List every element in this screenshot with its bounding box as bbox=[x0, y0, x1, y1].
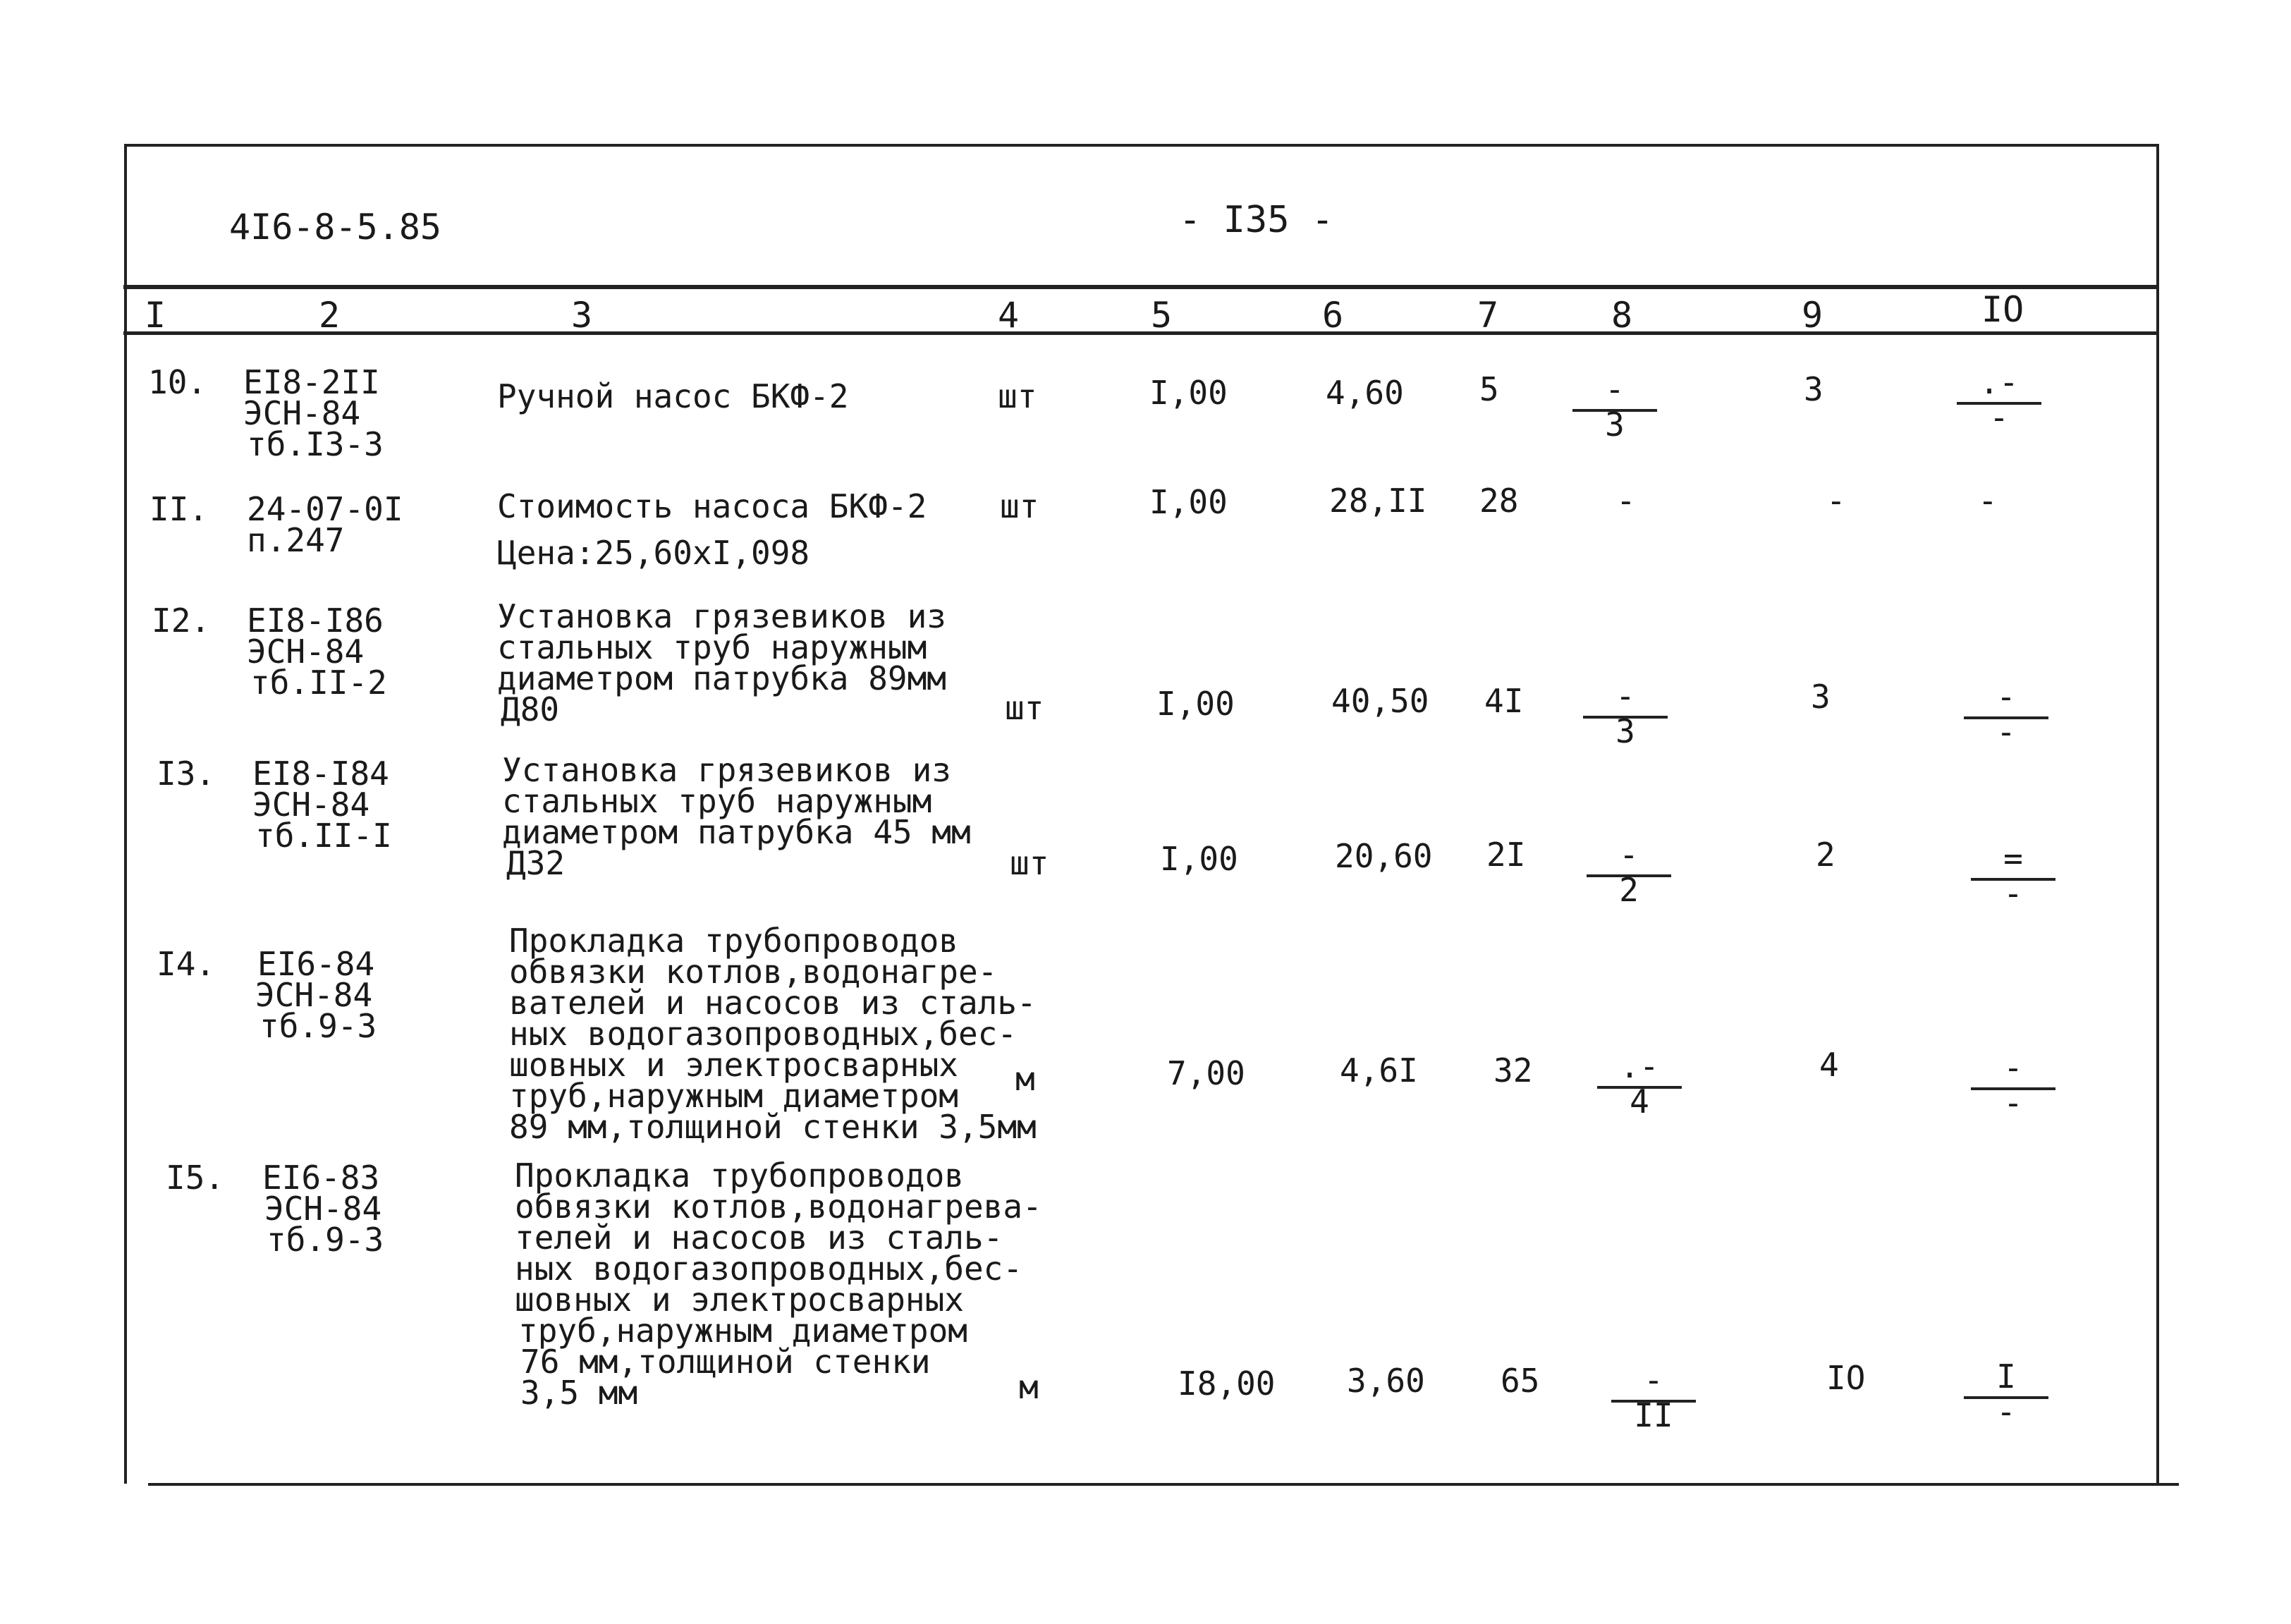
row-description: ных водогазопроводных,бес- bbox=[515, 1250, 1023, 1288]
row-description: обвязки котлов,водонагре- bbox=[509, 953, 998, 991]
left-border bbox=[124, 144, 127, 1484]
fraction-denominator: - bbox=[2003, 1084, 2023, 1122]
row-quantity: I,00 bbox=[1160, 840, 1238, 878]
row-description: Д80 bbox=[501, 690, 560, 728]
row-code-line: ЭСН-84 bbox=[252, 786, 370, 824]
row-description: стальных труб наружным bbox=[497, 628, 927, 666]
fraction-numerator: - bbox=[1605, 370, 1625, 408]
fraction-denominator: 3 bbox=[1615, 712, 1635, 750]
fraction-numerator: - bbox=[1996, 678, 2016, 716]
row-code-line: EI8-I84 bbox=[252, 755, 389, 793]
row-code-line: тб.9-3 bbox=[267, 1221, 384, 1259]
row-total: 2I bbox=[1486, 836, 1526, 874]
fraction-numerator: .- bbox=[1979, 363, 2019, 401]
row-col9: 4 bbox=[1819, 1046, 1839, 1084]
row-price: 4,60 bbox=[1326, 374, 1404, 412]
row-price: 3,60 bbox=[1347, 1362, 1425, 1400]
row-quantity: I8,00 bbox=[1178, 1364, 1276, 1403]
row-unit: м bbox=[1015, 1060, 1035, 1098]
row-code-line: 24-07-0I bbox=[247, 490, 403, 528]
column-header-7: 7 bbox=[1477, 295, 1499, 336]
row-code-line: тб.I3-3 bbox=[247, 425, 384, 463]
header-rule-lower bbox=[123, 331, 2158, 335]
row-code-line: EI8-I86 bbox=[247, 602, 384, 640]
row-col9: - bbox=[1826, 482, 1846, 520]
row-code-line: EI6-83 bbox=[262, 1159, 380, 1197]
fraction-numerator: - bbox=[1644, 1361, 1663, 1399]
fraction-denominator: - bbox=[1996, 1393, 2016, 1431]
col10-fraction bbox=[1964, 1357, 2048, 1439]
row-description: Д32 bbox=[506, 844, 566, 882]
row-price: 28,II bbox=[1329, 482, 1427, 520]
col10-fraction bbox=[1957, 363, 2041, 444]
document-code: 4I6-8-5.85 bbox=[229, 207, 442, 248]
row-description: обвязки котлов,водонагрева- bbox=[515, 1188, 1042, 1226]
col10-fraction bbox=[1971, 1049, 2055, 1130]
bottom-border bbox=[148, 1483, 2179, 1486]
row-description: шовных и электросварных bbox=[515, 1281, 964, 1319]
row-code-line: п.247 bbox=[247, 521, 345, 559]
row-description: вателей и насосов из сталь- bbox=[509, 984, 1037, 1022]
col10-fraction bbox=[1971, 839, 2055, 920]
row-description: диаметром патрубка 89мм bbox=[497, 659, 946, 697]
row-code-line: EI6-84 bbox=[257, 945, 375, 983]
row-price: 4,6I bbox=[1340, 1051, 1418, 1089]
column-header-6: 6 bbox=[1322, 295, 1344, 336]
col8-fraction bbox=[1597, 1047, 1682, 1128]
row-quantity: I,00 bbox=[1149, 374, 1228, 412]
row-total: 4I bbox=[1484, 682, 1524, 720]
row-description: Установка грязевиков из bbox=[502, 751, 951, 789]
row-unit: шт bbox=[1000, 487, 1039, 525]
row-description: Стоимость насоса БКФ-2 bbox=[497, 487, 927, 525]
row-price: 40,50 bbox=[1331, 682, 1429, 720]
row-description: труб,наружным диаметром bbox=[509, 1077, 958, 1115]
fraction-denominator: II bbox=[1634, 1396, 1673, 1434]
row-code-line: ЭСН-84 bbox=[255, 976, 373, 1014]
col10-fraction bbox=[1964, 678, 2048, 759]
row-code-line: EI8-2II bbox=[243, 363, 380, 401]
header-rule-upper bbox=[123, 285, 2158, 289]
column-header-9: 9 bbox=[1802, 295, 1823, 336]
row-description: Прокладка трубопроводов bbox=[515, 1156, 964, 1195]
row-description: ных водогазопроводных,бес- bbox=[509, 1015, 1018, 1053]
row-number: I3. bbox=[157, 755, 216, 793]
row-code-line: ЭСН-84 bbox=[247, 633, 365, 671]
row-unit: шт bbox=[1010, 844, 1049, 882]
row-total: 5 bbox=[1479, 370, 1499, 408]
row-code-line: ЭСН-84 bbox=[264, 1190, 382, 1228]
column-header-5: 5 bbox=[1151, 295, 1173, 336]
fraction-numerator: - bbox=[1615, 677, 1635, 715]
row-number: I5. bbox=[166, 1159, 225, 1197]
fraction-numerator: - bbox=[1619, 836, 1639, 874]
row-description: шовных и электросварных bbox=[509, 1046, 958, 1084]
fraction-denominator: 4 bbox=[1630, 1082, 1649, 1121]
column-header-2: 2 bbox=[319, 295, 341, 336]
fraction-denominator: - bbox=[1996, 713, 2016, 751]
row-code-line: тб.II-I bbox=[255, 817, 392, 855]
row-number: I4. bbox=[157, 945, 216, 983]
row-col9: 3 bbox=[1811, 678, 1831, 716]
row-col10: - bbox=[1978, 482, 1998, 520]
row-description: 3,5 мм bbox=[520, 1374, 638, 1412]
row-description: 89 мм,толщиной стенки 3,5мм bbox=[509, 1108, 1037, 1146]
column-header-4: 4 bbox=[998, 295, 1020, 336]
col8-fraction bbox=[1611, 1361, 1696, 1442]
row-description: диаметром патрубка 45 мм bbox=[502, 813, 971, 851]
column-header-10: IO bbox=[1981, 289, 2024, 330]
row-price: 20,60 bbox=[1335, 837, 1433, 875]
row-col9: 3 bbox=[1804, 370, 1823, 408]
row-unit: м bbox=[1019, 1368, 1039, 1406]
row-col9: 2 bbox=[1816, 836, 1835, 874]
row-number: I2. bbox=[152, 602, 211, 640]
column-header-1: I bbox=[145, 295, 166, 336]
row-total: 65 bbox=[1501, 1362, 1540, 1400]
page-number: - I35 - bbox=[1179, 199, 1334, 241]
row-total: 32 bbox=[1493, 1051, 1533, 1089]
col8-fraction bbox=[1572, 370, 1657, 451]
row-unit: шт bbox=[1005, 689, 1044, 727]
fraction-denominator: 2 bbox=[1619, 871, 1639, 909]
row-description: 76 мм,толщиной стенки bbox=[520, 1343, 931, 1381]
row-description: стальных труб наружным bbox=[502, 782, 932, 820]
row-col9: IO bbox=[1826, 1359, 1866, 1397]
column-header-8: 8 bbox=[1611, 295, 1633, 336]
row-description: Ручной насос БКФ-2 bbox=[497, 377, 849, 415]
row-number: II. bbox=[149, 490, 209, 528]
row-quantity: I,00 bbox=[1156, 685, 1235, 723]
col8-fraction bbox=[1583, 677, 1668, 758]
fraction-denominator: - bbox=[1989, 398, 2009, 436]
row-code-line: тб.9-3 bbox=[259, 1007, 377, 1045]
column-header-3: 3 bbox=[571, 295, 593, 336]
row-quantity: I,00 bbox=[1149, 483, 1228, 521]
row-description: телей и насосов из сталь- bbox=[515, 1219, 1003, 1257]
fraction-numerator: .- bbox=[1620, 1047, 1659, 1085]
row-description: Цена:25,60хI,098 bbox=[497, 534, 810, 572]
col8-fraction bbox=[1587, 836, 1671, 917]
row-quantity: 7,00 bbox=[1167, 1054, 1245, 1092]
row-unit: шт bbox=[998, 377, 1037, 415]
row-total: 28 bbox=[1479, 482, 1519, 520]
row-number: 10. bbox=[148, 363, 207, 401]
row-code-line: тб.II-2 bbox=[250, 664, 387, 702]
right-border bbox=[2156, 144, 2159, 1484]
fraction-numerator: - bbox=[2003, 1049, 2023, 1087]
fraction-numerator: = bbox=[2003, 839, 2023, 877]
row-description: труб,наружным диаметром bbox=[518, 1312, 967, 1350]
fraction-denominator: 3 bbox=[1605, 405, 1625, 444]
row-code-line: ЭСН-84 bbox=[243, 394, 361, 432]
top-border bbox=[127, 144, 2158, 147]
fraction-denominator: - bbox=[2003, 874, 2023, 912]
row-col8: - bbox=[1616, 482, 1636, 520]
row-description: Прокладка трубопроводов bbox=[509, 922, 958, 960]
fraction-numerator: I bbox=[1996, 1357, 2016, 1396]
row-description: Установка грязевиков из bbox=[497, 597, 946, 635]
